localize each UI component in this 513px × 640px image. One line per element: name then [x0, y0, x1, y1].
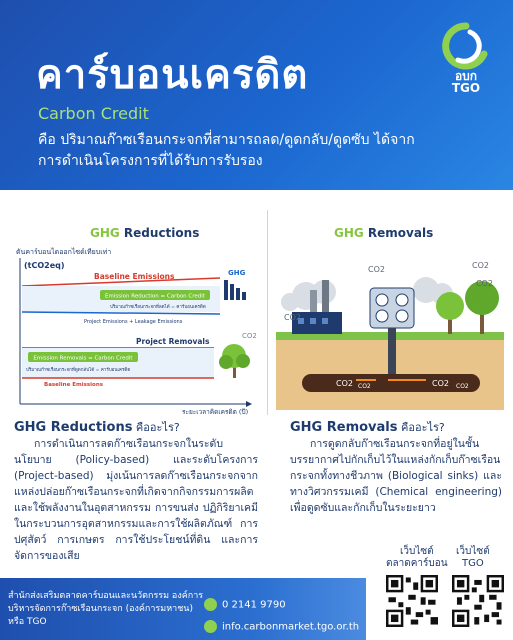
svg-text:CO2: CO2	[456, 383, 469, 390]
svg-text:CO2: CO2	[336, 379, 353, 388]
reduction-diagram	[14, 244, 264, 416]
svg-text:CO2: CO2	[432, 379, 449, 388]
qr-market-label: เว็บไซต์ ตลาดคาร์บอน	[386, 546, 448, 569]
x-axis-arrow	[246, 401, 252, 407]
phone-contact[interactable]: 0 2141 9790	[204, 598, 286, 611]
logo-text: อบก TGO	[451, 69, 481, 95]
tgo-logo-icon	[436, 22, 496, 70]
storage-reservoir	[302, 374, 480, 392]
co2-tag: CO2	[242, 332, 257, 340]
reduction-note: ปริมาณก๊าซเรือนกระจกที่ลดได้ = คาร์บอนเครดิต	[110, 305, 206, 310]
removal-note: ปริมาณก๊าซเรือนกระจกที่ดูดกลับได้ = คาร์บอนเครดิต	[26, 368, 131, 373]
project-removals-label: Project Removals	[136, 337, 210, 346]
footer-bar	[0, 578, 366, 640]
unit-label: (tCO2eq)	[24, 261, 65, 270]
x-axis-label: ระยะเวลาคิดเครดิต (ปี)	[182, 408, 249, 416]
ghg-tag: GHG	[228, 269, 246, 277]
reductions-heading: GHG Reductions คืออะไร?	[14, 420, 180, 435]
svg-text:Emission Reduction = Carbon Cr: Emission Reduction = Carbon Credit	[105, 293, 205, 300]
svg-text:CO2: CO2	[358, 383, 371, 390]
svg-text:CO2: CO2	[284, 313, 301, 322]
email-icon	[204, 620, 217, 633]
definition-text: คือ ปริมาณก๊าซเรือนกระจกที่สามารถลด/ดูดกลับ/ดูดซับ ได้จากการดำเนินโครงการที่ได้รับการรับรอง	[38, 132, 415, 169]
qr-code-market[interactable]	[386, 575, 438, 627]
project-line	[22, 312, 220, 314]
svg-text:CO2: CO2	[476, 279, 493, 288]
email-contact[interactable]: info.carbonmarket.tgo.or.th	[204, 620, 359, 633]
baseline-small-label: Baseline Emissions	[44, 382, 104, 388]
page-title: คาร์บอนเครดิต	[36, 52, 309, 98]
qr-tgo-label: เว็บไซต์ TGO	[456, 546, 490, 569]
tree-icon	[219, 344, 250, 378]
header-banner	[0, 0, 513, 190]
tgo-logo	[436, 22, 496, 98]
qr-code-tgo[interactable]	[452, 575, 504, 627]
y-axis-label: ตันคาร์บอนไดออกไซด์เทียบเท่า	[16, 248, 112, 256]
column-divider	[267, 210, 268, 415]
reductions-body: การดำเนินการลดก๊าซเรือนกระจกในระดับนโยบาย (Policy-based) และระดับโครงการ (Project-based) มุ่งเน้นการลดก๊าซเรือนกระจกจากแหล่งปล่อยก๊าซเรือนกระจกที่เกิดจากกิจกรรมการผลิตและใช้พลังงานในอุตสาหกรรม การขนส่ง ปฏิกิริยาเคมีในกระบวนการอุตสาหกรรมและการใช้ผลิตภัณฑ์ การปศุสัตว์ การเกษตร การใช้ประโยชน์ที่ดิน และการจัดการของเสีย	[14, 438, 258, 562]
ghg-reductions-title: GHG Reductions	[90, 226, 200, 240]
org-name: สำนักส่งเสริมตลาดคาร์บอนและนวัตกรรม องค์การบริหารจัดการก๊าซเรือนกระจก (องค์การมหาชน) หรือ TGO	[8, 591, 204, 627]
ghg-removals-title: GHG Removals	[334, 226, 434, 240]
removals-illustration	[276, 250, 504, 410]
removals-body: การดูดกลับก๊าซเรือนกระจกที่อยู่ในชั้นบรรยากาศไปกักเก็บไว้ในแหล่งกักเก็บก๊าซเรือนกระจกทั้งทางชีวภาพ (Biological sinks) และทางวิศวกรรมเคมี (Chemical engineering) เพื่อดูดซับและกักเก็บในระยะยาว	[290, 438, 502, 514]
baseline-label: Baseline Emissions	[94, 272, 175, 281]
page-subtitle: Carbon Credit	[38, 104, 149, 123]
project-label: Project Emissions + Leakage Emissions	[84, 319, 183, 325]
svg-text:Emission Removals = Carbon Cre: Emission Removals = Carbon Credit	[33, 355, 133, 362]
svg-text:CO2: CO2	[472, 261, 489, 270]
phone-icon	[204, 598, 217, 611]
svg-text:CO2: CO2	[368, 265, 385, 274]
removals-heading: GHG Removals คืออะไร?	[290, 420, 445, 435]
ghg-bars-icon	[224, 280, 246, 300]
